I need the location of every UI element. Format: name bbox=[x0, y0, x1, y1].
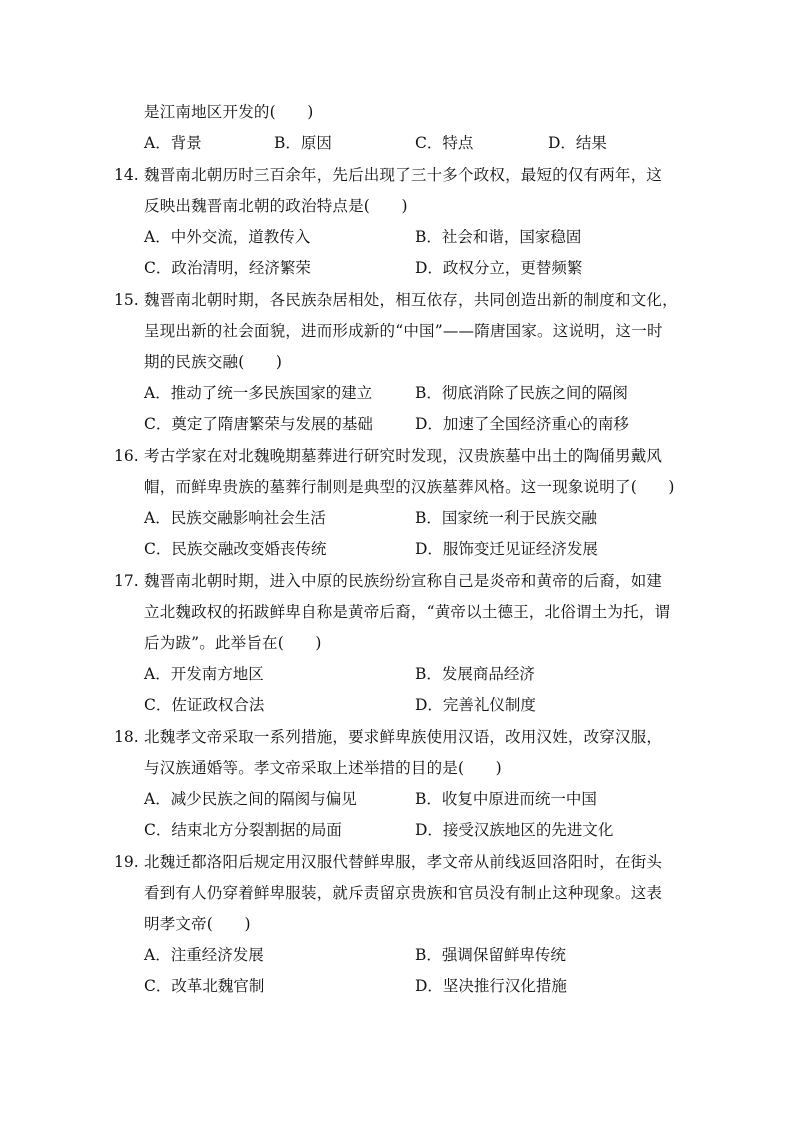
q17-option-b[interactable]: B．发展商品经济 bbox=[415, 665, 535, 683]
q16-option-c[interactable]: C．民族交融改变婚丧传统 bbox=[144, 540, 327, 558]
q14-number: 14. bbox=[114, 166, 139, 184]
q18-number: 18. bbox=[114, 728, 139, 746]
q19-stem-line: 北魏迁都洛阳后规定用汉服代替鲜卑服，孝文帝从前线返回洛阳时，在街头 bbox=[144, 853, 663, 871]
q14-stem-line: 反映出魏晋南北朝的政治特点是( ) bbox=[144, 197, 408, 215]
q18-option-a[interactable]: A．减少民族之间的隔阂与偏见 bbox=[144, 790, 357, 808]
q18-stem-line: 北魏孝文帝采取一系列措施，要求鲜卑族使用汉语，改用汉姓，改穿汉服， bbox=[144, 728, 663, 746]
q17-stem-line: 魏晋南北朝时期，进入中原的民族纷纷宣称自己是炎帝和黄帝的后裔，如建 bbox=[144, 572, 663, 590]
q13-stem-line: 是江南地区开发的( ) bbox=[144, 103, 314, 121]
q13-option-c[interactable]: C．特点 bbox=[415, 134, 474, 152]
q17-option-d[interactable]: D．完善礼仪制度 bbox=[415, 696, 536, 714]
q13-option-d[interactable]: D．结果 bbox=[548, 134, 607, 152]
q17-option-c[interactable]: C．佐证政权合法 bbox=[144, 696, 265, 714]
q15-stem-line: 魏晋南北朝时期，各民族杂居相处，相互依存，共同创造出新的制度和文化， bbox=[144, 291, 678, 309]
q14-stem-line: 魏晋南北朝历时三百余年，先后出现了三十多个政权，最短的仅有两年，这 bbox=[144, 166, 663, 184]
q16-option-b[interactable]: B．国家统一利于民族交融 bbox=[415, 509, 597, 527]
q17-stem-line: 后为跋”。此举旨在( ) bbox=[144, 634, 322, 652]
q16-option-d[interactable]: D．服饰变迁见证经济发展 bbox=[415, 540, 598, 558]
q14-option-a[interactable]: A．中外交流，道教传入 bbox=[144, 228, 311, 246]
q18-stem-line: 与汉族通婚等。孝文帝采取上述举措的目的是( ) bbox=[144, 759, 502, 777]
q15-number: 15. bbox=[114, 291, 139, 309]
q15-option-c[interactable]: C．奠定了隋唐繁荣与发展的基础 bbox=[144, 415, 373, 433]
q17-stem-line: 立北魏政权的拓跋鲜卑自称是黄帝后裔，“黄帝以土德王，北俗谓土为托，谓 bbox=[144, 603, 671, 621]
q19-stem-line: 看到有人仍穿着鲜卑服装，就斥责留京贵族和官员没有制止这种现象。这表 bbox=[144, 884, 663, 902]
q16-stem-line: 考古学家在对北魏晚期墓葬进行研究时发现，汉贵族墓中出土的陶俑男戴风 bbox=[144, 447, 663, 465]
q17-option-a[interactable]: A．开发南方地区 bbox=[144, 665, 264, 683]
q18-option-d[interactable]: D．接受汉族地区的先进文化 bbox=[415, 821, 614, 839]
q19-option-b[interactable]: B．强调保留鲜卑传统 bbox=[415, 946, 566, 964]
q19-number: 19. bbox=[114, 853, 139, 871]
q19-option-c[interactable]: C．改革北魏官制 bbox=[144, 977, 265, 995]
q18-option-b[interactable]: B．收复中原进而统一中国 bbox=[415, 790, 597, 808]
q13-option-b[interactable]: B．原因 bbox=[274, 134, 332, 152]
q15-option-b[interactable]: B．彻底消除了民族之间的隔阂 bbox=[415, 384, 628, 402]
q19-option-d[interactable]: D．坚决推行汉化措施 bbox=[415, 977, 567, 995]
q17-number: 17. bbox=[114, 572, 139, 590]
q15-stem-line: 期的民族交融( ) bbox=[144, 353, 283, 371]
q15-option-a[interactable]: A．推动了统一多民族国家的建立 bbox=[144, 384, 373, 402]
q13-option-a[interactable]: A．背景 bbox=[144, 134, 202, 152]
q14-option-c[interactable]: C．政治清明，经济繁荣 bbox=[144, 259, 311, 277]
q16-option-a[interactable]: A．民族交融影响社会生活 bbox=[144, 509, 326, 527]
q16-number: 16. bbox=[114, 447, 139, 465]
q14-option-b[interactable]: B．社会和谐，国家稳固 bbox=[415, 228, 582, 246]
q16-stem-line: 帽，而鲜卑贵族的墓葬行制则是典型的汉族墓葬风格。这一现象说明了( ) bbox=[144, 478, 675, 496]
q19-option-a[interactable]: A．注重经济发展 bbox=[144, 946, 264, 964]
q19-stem-line: 明孝文帝( ) bbox=[144, 915, 251, 933]
q15-stem-line: 呈现出新的社会面貌，进而形成新的“中国”——隋唐国家。这说明，这一时 bbox=[144, 322, 663, 340]
q14-option-d[interactable]: D．政权分立，更替频繁 bbox=[415, 259, 583, 277]
q15-option-d[interactable]: D．加速了全国经济重心的南移 bbox=[415, 415, 629, 433]
q18-option-c[interactable]: C．结束北方分裂割据的局面 bbox=[144, 821, 342, 839]
